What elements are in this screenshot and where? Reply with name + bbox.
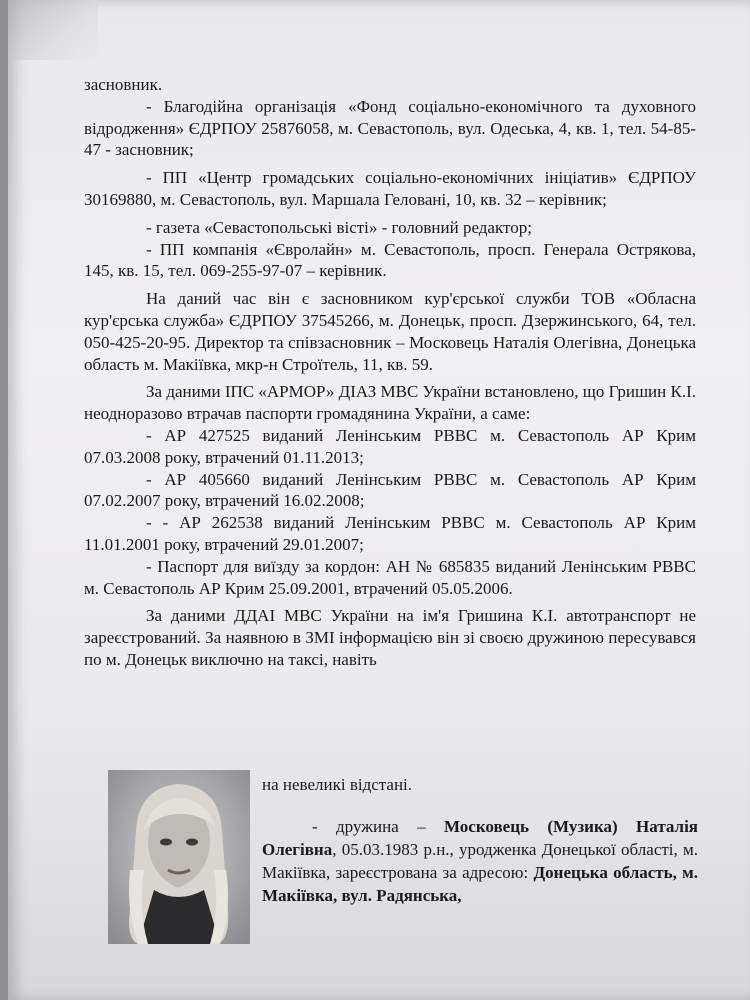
- spouse-paragraph: [262, 815, 698, 907]
- spouse-photo: [108, 770, 250, 944]
- list-item-newspaper: - газета «Севастопольські вісті» - головний редактор;: [146, 217, 532, 237]
- spouse-details: , 05.03.1983 р.н., уродженка Донецької області, м. Макіївка, зареєстрована за адресою:: [262, 840, 698, 882]
- spouse-address: Донецька область, м. Макіївка, вул. Радянська,: [262, 863, 698, 905]
- paragraph-founder: засновник.: [84, 75, 163, 94]
- spouse-prefix: - дружина –: [312, 817, 444, 836]
- paragraph-courier: На даний час він є засновником кур'єрської служби ТОВ «Обласна кур'єрська служба» ЄДРПОУ 37545266, м. Донецьк, просп. Дзержинського, 64, тел. 050-425-20-95. Директор та співзасновник – Московець Наталія Олегівна, Донецька область м. Макіївка, мкр-н Строїтель, 11, кв. 59.: [84, 289, 696, 374]
- list-item-passport-3: - - АР 262538 виданий Ленінським РВВС м. Севастополь АР Крим 11.01.2001 року, втрачений 29.01.2007;: [84, 513, 696, 554]
- list-item-passport-2: - АР 405660 виданий Ленінським РВВС м. Севастополь АР Крим 07.02.2007 року, втрачений 16.02.2008;: [84, 469, 696, 511]
- text-line-continuation: на невеликі відстані.: [262, 775, 413, 794]
- list-item-euroline: - ПП компанія «Євролайн» м. Севастополь, просп. Генерала Острякова, 145, кв. 15, тел. 069-255-97-07 – керівник.: [84, 239, 696, 281]
- portrait-image: [108, 770, 250, 944]
- spouse-name: Московець (Музика) Наталія Олегівна: [262, 817, 698, 859]
- page-fold-shadow: [8, 0, 98, 60]
- spouse-text: [262, 815, 698, 907]
- list-item-passport-4: - Паспорт для виїзду за кордон: АН № 685835 виданий Ленінським РВВС м. Севастополь АР Крим 25.09.2001, втрачений 05.05.2006.: [84, 556, 696, 598]
- paragraph-vehicles: За даними ДДАІ МВС України на ім'я Гришина К.І. автотранспорт не зареєстрований. За наявною в ЗМІ інформацією він зі своєю дружиною пересувався по м. Донецьк виключно на таксі, навіть: [84, 606, 696, 669]
- list-item-passport-1: - АР 427525 виданий Ленінським РВВС м. Севастополь АР Крим 07.03.2008 року, втрачений 01.11.2013;: [84, 425, 696, 467]
- list-item-charity: - Благодійна організація «Фонд соціально-економічного та духовного відродження» ЄДРПОУ 25876058, м. Севастополь, вул. Одеська, 4, кв. 1, тел. 54-85-47 - засновник;: [84, 96, 696, 160]
- document-body: [84, 74, 696, 671]
- list-item-center: - ПП «Центр громадських соціально-економічних ініціатив» ЄДРПОУ 30169880, м. Севастополь, вул. Маршала Геловані, 10, кв. 32 – керівник;: [84, 168, 696, 209]
- paragraph-armor: За даними ІПС «АРМОР» ДІАЗ МВС України встановлено, що Гришин К.І. неодноразово втрачав паспорти громадянина України, а саме:: [84, 382, 696, 424]
